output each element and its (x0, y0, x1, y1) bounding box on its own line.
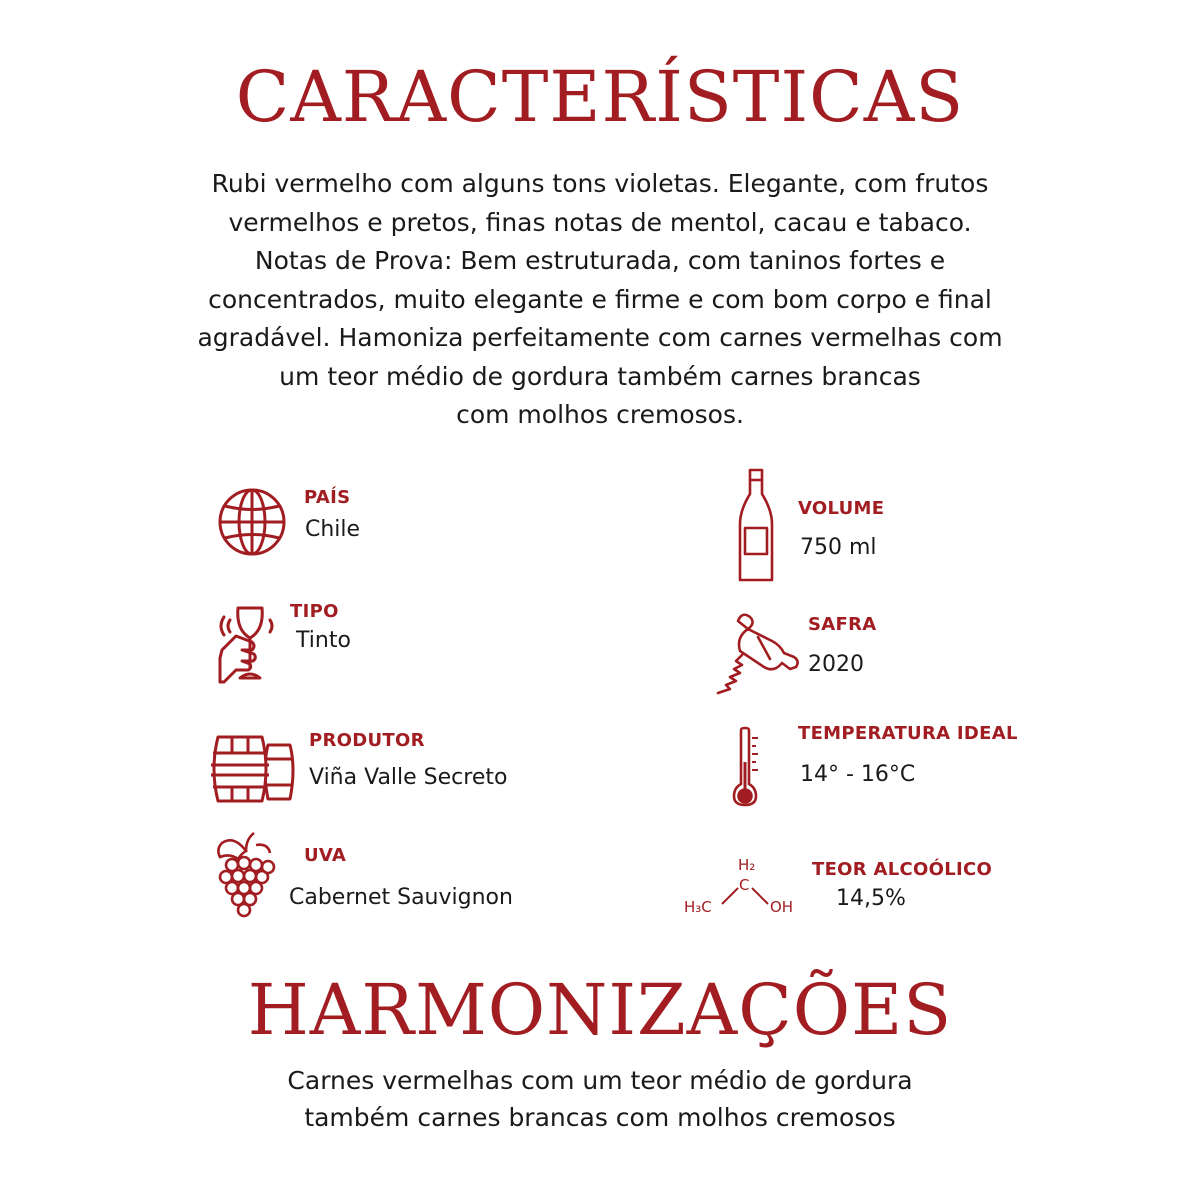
characteristics-title: CARACTERÍSTICAS (235, 56, 965, 138)
harmonizations-title: HARMONIZAÇÕES (247, 969, 953, 1051)
spec-label-safra: SAFRA (808, 614, 877, 635)
spec-value-temperatura: 14° - 16°C (800, 762, 916, 787)
spec-label-pais: PAÍS (304, 487, 351, 508)
spec-value-pais: Chile (305, 517, 361, 542)
ethanol-formula-icon (680, 856, 800, 922)
description-line: agradável. Hamoniza perfeitamente com carnes vermelhas com (197, 323, 1003, 352)
description-line: um teor médio de gordura também carnes brancas (279, 361, 921, 391)
spec-value-teor: 14,5% (836, 886, 906, 911)
spec-value-produtor: Viña Valle Secreto (309, 765, 508, 790)
harmonizations-text (60, 1062, 1140, 1136)
formula-ch2: H₂ (738, 856, 756, 874)
description-line: vermelhos e pretos, finas notas de mentol, cacau e tabaco. (228, 207, 972, 237)
spec-label-uva: UVA (304, 845, 347, 866)
spec-label-temperatura: TEMPERATURA IDEAL (798, 723, 1018, 744)
harmonization-line: Carnes vermelhas com um teor médio de gordura (287, 1066, 913, 1095)
formula-c: C (739, 876, 750, 894)
characteristics-description (60, 165, 1140, 435)
grapes-icon (212, 831, 280, 923)
corkscrew-icon (712, 607, 804, 699)
spec-label-tipo: TIPO (290, 601, 339, 622)
spec-value-uva: Cabernet Sauvignon (289, 885, 513, 910)
spec-label-teor: TEOR ALCOÓLICO (812, 859, 993, 880)
harmonization-line: também carnes brancas com molhos cremosos (304, 1103, 896, 1132)
description-line: concentrados, muito elegante e firme e com bom corpo e final (208, 284, 992, 314)
formula-ch3: H₃C (684, 898, 712, 916)
spec-value-tipo: Tinto (296, 628, 351, 653)
description-line: com molhos cremosos. (456, 400, 744, 429)
wine-glass-hand-icon (216, 602, 278, 684)
description-line: Rubi vermelho com alguns tons violetas. Elegante, com frutos (211, 169, 989, 198)
spec-value-volume: 750 ml (800, 535, 877, 560)
spec-label-volume: VOLUME (798, 498, 885, 519)
spec-label-produtor: PRODUTOR (309, 730, 425, 751)
barrels-icon (206, 733, 298, 805)
thermometer-icon (732, 726, 762, 808)
formula-oh: OH (770, 898, 794, 916)
bottle-icon (736, 468, 776, 584)
description-line: Notas de Prova: Bem estruturada, com taninos fortes e (254, 246, 946, 275)
globe-icon (216, 486, 288, 558)
spec-value-safra: 2020 (808, 652, 864, 677)
